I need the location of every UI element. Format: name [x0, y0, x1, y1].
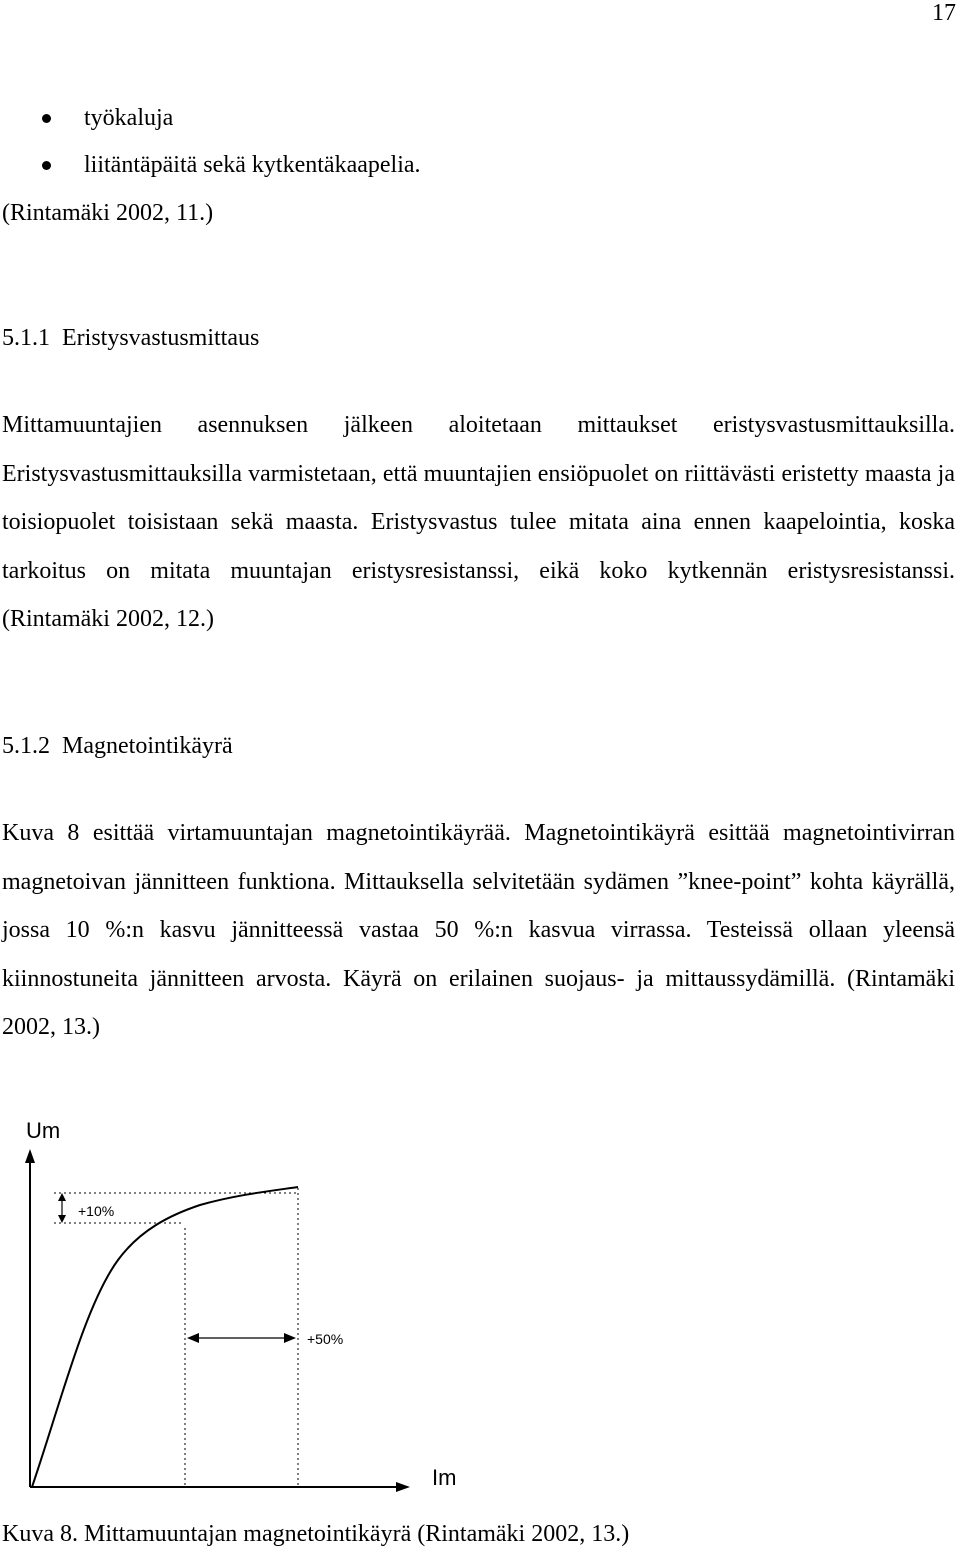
section-title: Magnetointikäyrä [62, 733, 233, 759]
figure-caption: Kuva 8. Mittamuuntajan magnetointikäyrä (Rintamäki 2002, 13.) [2, 1521, 630, 1547]
list-item [0, 142, 421, 189]
section-number: 5.1.1 [2, 325, 50, 351]
bullet-icon [42, 114, 51, 123]
magnetization-curve-figure [0, 1105, 480, 1515]
section-heading [2, 323, 259, 353]
voltage-increase-label: +10% [78, 1203, 115, 1219]
page-number: 17 [932, 0, 956, 26]
voltage-arrow-up-icon [58, 1193, 66, 1201]
list-item-text: työkaluja [84, 105, 174, 131]
current-increase-label: +50% [307, 1331, 344, 1347]
section-number: 5.1.2 [2, 733, 50, 759]
y-axis-arrow-icon [25, 1149, 35, 1163]
section-paragraph: Kuva 8 esittää virtamuuntajan magnetointikäyrää. Magnetointikäyrä esittää magnetointivirran magnetoivan jännitteen funktiona. Mittauksella selvitetään sydämen ”knee-point” kohta käyrällä, jossa 10 %:n kasvu jännitteessä vastaa 50 %:n kasvua virrassa. Testeissä ollaan yleensä kiinnostuneita jännitteen arvosta. Käyrä on erilainen suojaus- ja mittaussydämillä. (Rintamäki 2002, 13.) [2, 820, 955, 1040]
list-item-text: liitäntäpäitä sekä kytkentäkaapelia. [84, 152, 421, 178]
list-item [0, 95, 421, 142]
section-paragraph: Mittamuuntajien asennuksen jälkeen aloitetaan mittaukset eristysvastusmittauksilla. Eristysvastusmittauksilla varmistetaan, että muuntajien ensiöpuolet on riittävästi eristetty maasta ja toisiopuolet toisistaan sekä maasta. Eristysvastus tulee mitata aina ennen kaapelointia, koska tarkoitus on mitata muuntajan eristysresistanssi, eikä koko kytkennän eristysresistanssi. (Rintamäki 2002, 12.) [2, 412, 955, 632]
voltage-arrow-down-icon [58, 1215, 66, 1223]
x-axis-label: Im [432, 1465, 457, 1490]
list-citation: (Rintamäki 2002, 11.) [2, 200, 214, 226]
magnetization-curve-line [32, 1187, 298, 1487]
x-axis-arrow-icon [396, 1482, 410, 1492]
current-arrow-left-icon [187, 1333, 199, 1343]
section-title: Eristysvastusmittaus [62, 325, 260, 351]
tool-list [0, 95, 421, 189]
bullet-icon [42, 161, 51, 170]
y-axis-label: Um [26, 1118, 61, 1143]
section-heading [2, 731, 233, 761]
magnetization-curve-chart [0, 1105, 480, 1515]
current-arrow-right-icon [284, 1333, 296, 1343]
